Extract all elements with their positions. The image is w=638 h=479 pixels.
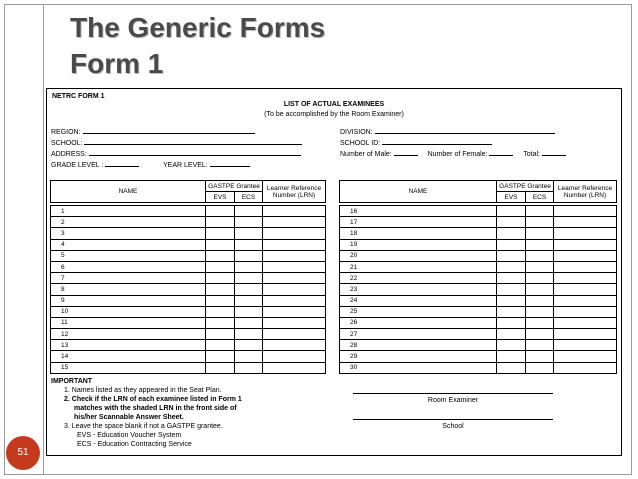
address-field (51, 149, 301, 159)
table-row (51, 329, 326, 340)
evs-cell[interactable] (206, 340, 235, 351)
lrn-cell[interactable] (263, 306, 326, 317)
table-row (51, 228, 326, 239)
name-cell[interactable] (51, 351, 206, 362)
table-row (51, 306, 326, 317)
table-row (51, 261, 326, 272)
table-row (51, 206, 326, 217)
ecs-cell[interactable] (526, 284, 554, 295)
ecs-cell[interactable] (235, 317, 263, 328)
table-row (340, 273, 617, 284)
name-cell[interactable] (340, 206, 497, 217)
important-item-3: 3. Leave the space blank if not a GASTPE grantee. (64, 423, 223, 430)
lrn-cell[interactable] (263, 206, 326, 217)
room-examiner-signature-line (353, 393, 553, 394)
evs-cell[interactable] (497, 284, 526, 295)
lrn-cell[interactable] (263, 351, 326, 362)
evs-cell[interactable] (206, 329, 235, 340)
school-id-blank (382, 138, 492, 145)
ecs-cell[interactable] (526, 362, 554, 373)
table-row (51, 239, 326, 250)
name-cell[interactable] (51, 239, 206, 250)
important-heading: IMPORTANT (51, 378, 93, 385)
lrn-header (554, 181, 617, 203)
name-cell[interactable] (340, 340, 497, 351)
ecs-cell[interactable] (235, 261, 263, 272)
row-number: 17 (350, 218, 358, 226)
evs-cell[interactable] (206, 206, 235, 217)
table-row (51, 317, 326, 328)
region-label: REGION: (51, 129, 81, 136)
school-signature-line (353, 419, 553, 420)
name-cell[interactable] (340, 317, 497, 328)
evs-cell[interactable] (497, 351, 526, 362)
row-number: 25 (350, 308, 358, 316)
table-row (340, 329, 617, 340)
lrn-cell[interactable] (554, 295, 617, 306)
evs-cell[interactable] (497, 217, 526, 228)
ecs-cell[interactable] (235, 362, 263, 373)
examinee-table-right (339, 180, 617, 374)
name-cell[interactable] (51, 273, 206, 284)
row-number: 6 (61, 263, 65, 271)
table-row (340, 351, 617, 362)
row-number: 3 (61, 229, 65, 237)
slide-left-rule (43, 4, 44, 475)
table-row (340, 217, 617, 228)
lrn-cell[interactable] (263, 284, 326, 295)
division-label: DIVISION: (340, 129, 373, 136)
school-blank (84, 138, 302, 145)
region-blank (83, 127, 255, 134)
name-cell[interactable] (51, 261, 206, 272)
name-cell[interactable] (340, 295, 497, 306)
school-id-field (340, 138, 492, 148)
row-number: 18 (350, 229, 358, 237)
ecs-definition: ECS - Education Contracting Service (77, 441, 192, 448)
table-row (340, 206, 617, 217)
table-row (340, 306, 617, 317)
division-field (340, 127, 555, 137)
row-number: 9 (61, 297, 65, 305)
grade-level-field (51, 160, 250, 170)
name-cell[interactable] (340, 239, 497, 250)
name-cell[interactable] (51, 340, 206, 351)
form-heading: LIST OF ACTUAL EXAMINEES (283, 101, 385, 108)
ecs-cell[interactable] (235, 295, 263, 306)
name-cell[interactable] (51, 295, 206, 306)
lrn-header-line1: Learner Reference (266, 184, 322, 192)
evs-cell[interactable] (206, 362, 235, 373)
lrn-cell[interactable] (554, 273, 617, 284)
table-row (340, 362, 617, 373)
ecs-cell[interactable] (526, 239, 554, 250)
lrn-cell[interactable] (263, 362, 326, 373)
region-field (51, 127, 255, 137)
address-label: ADDRESS: (51, 151, 87, 158)
ecs-header: ECS (235, 192, 263, 203)
name-cell[interactable] (340, 306, 497, 317)
row-number: 20 (350, 252, 358, 260)
name-cell[interactable] (51, 317, 206, 328)
lrn-cell[interactable] (554, 329, 617, 340)
ecs-cell[interactable] (235, 306, 263, 317)
evs-cell[interactable] (206, 239, 235, 250)
ecs-cell[interactable] (235, 329, 263, 340)
ecs-cell[interactable] (526, 295, 554, 306)
slide-title (70, 10, 325, 82)
name-cell[interactable] (340, 329, 497, 340)
ecs-cell[interactable] (235, 239, 263, 250)
row-number: 21 (350, 263, 358, 271)
name-cell[interactable] (51, 329, 206, 340)
row-number: 23 (350, 285, 358, 293)
evs-cell[interactable] (206, 217, 235, 228)
row-number: 1 (61, 207, 65, 215)
name-cell[interactable] (51, 284, 206, 295)
name-cell[interactable] (51, 306, 206, 317)
ecs-cell[interactable] (235, 284, 263, 295)
name-cell[interactable] (340, 362, 497, 373)
evs-cell[interactable] (497, 261, 526, 272)
lrn-cell[interactable] (554, 261, 617, 272)
row-number: 4 (61, 241, 65, 249)
evs-cell[interactable] (206, 273, 235, 284)
lrn-cell[interactable] (263, 250, 326, 261)
lrn-header (263, 181, 326, 203)
table-row (51, 295, 326, 306)
table-row (51, 250, 326, 261)
ecs-cell[interactable] (235, 217, 263, 228)
examinee-table-left (50, 180, 326, 374)
name-header: NAME (340, 181, 497, 203)
row-number: 15 (61, 364, 69, 372)
table-row (340, 261, 617, 272)
count-field (340, 149, 566, 159)
evs-header: EVS (206, 192, 235, 203)
evs-cell[interactable] (497, 295, 526, 306)
lrn-header-line2: Number (LRN) (272, 191, 316, 199)
row-number: 16 (350, 207, 358, 215)
name-cell[interactable] (340, 273, 497, 284)
lrn-cell[interactable] (554, 228, 617, 239)
row-number: 11 (61, 319, 68, 327)
ecs-cell[interactable] (526, 306, 554, 317)
ecs-header: ECS (526, 192, 554, 203)
school-label: SCHOOL: (51, 140, 83, 147)
evs-cell[interactable] (206, 351, 235, 362)
table-row (51, 217, 326, 228)
table-row (340, 239, 617, 250)
name-cell[interactable] (340, 217, 497, 228)
form-id: NETRC FORM 1 (52, 93, 105, 100)
name-cell[interactable] (340, 351, 497, 362)
evs-cell[interactable] (206, 317, 235, 328)
total-label: Total: (523, 151, 540, 158)
lrn-cell[interactable] (263, 329, 326, 340)
num-female-label: Number of Female: (427, 151, 488, 158)
evs-cell[interactable] (497, 340, 526, 351)
row-number: 19 (350, 241, 358, 249)
lrn-cell[interactable] (263, 228, 326, 239)
table-row (51, 351, 326, 362)
evs-cell[interactable] (497, 329, 526, 340)
total-blank (542, 149, 566, 156)
ecs-cell[interactable] (235, 273, 263, 284)
lrn-header-line1: Learner Reference (557, 184, 613, 192)
name-cell[interactable] (340, 250, 497, 261)
evs-cell[interactable] (206, 284, 235, 295)
name-header: NAME (51, 181, 206, 203)
table-row (51, 340, 326, 351)
netrc-form (46, 88, 622, 456)
important-item-2-line-1: 2. Check if the LRN of each examinee listed in Form 1 (64, 396, 242, 403)
name-cell[interactable] (340, 261, 497, 272)
lrn-cell[interactable] (554, 206, 617, 217)
evs-cell[interactable] (206, 228, 235, 239)
row-number: 28 (350, 341, 358, 349)
evs-cell[interactable] (497, 306, 526, 317)
page-number-badge: 51 (6, 436, 40, 470)
name-cell[interactable] (51, 217, 206, 228)
lrn-cell[interactable] (263, 317, 326, 328)
row-number: 13 (61, 341, 69, 349)
evs-cell[interactable] (206, 261, 235, 272)
school-id-label: SCHOOL ID: (340, 140, 381, 147)
lrn-header-line2: Number (LRN) (563, 191, 607, 199)
lrn-cell[interactable] (263, 261, 326, 272)
table-row (51, 362, 326, 373)
lrn-cell[interactable] (554, 250, 617, 261)
name-cell[interactable] (51, 206, 206, 217)
lrn-cell[interactable] (554, 362, 617, 373)
ecs-cell[interactable] (235, 228, 263, 239)
evs-cell[interactable] (497, 239, 526, 250)
num-male-label: Number of Male: (340, 151, 392, 158)
name-cell[interactable] (51, 362, 206, 373)
evs-cell[interactable] (497, 250, 526, 261)
table-row (51, 284, 326, 295)
row-number: 22 (350, 274, 358, 282)
evs-cell[interactable] (497, 206, 526, 217)
ecs-cell[interactable] (526, 340, 554, 351)
form-subheading: (To be accomplished by the Room Examiner) (264, 111, 404, 118)
grade-level-label: GRADE LEVEL : (51, 162, 104, 169)
table-row (340, 250, 617, 261)
table-row (340, 340, 617, 351)
lrn-cell[interactable] (554, 340, 617, 351)
row-number: 8 (61, 285, 65, 293)
address-blank (89, 149, 301, 156)
name-cell[interactable] (340, 228, 497, 239)
grade-level-blank (105, 160, 139, 167)
division-blank (375, 127, 555, 134)
evs-cell[interactable] (497, 317, 526, 328)
evs-cell[interactable] (497, 362, 526, 373)
table-row (340, 284, 617, 295)
row-number: 7 (61, 274, 65, 282)
row-number: 5 (61, 252, 65, 260)
important-item-1: 1. Names listed as they appeared in the Seat Plan. (64, 387, 222, 394)
evs-cell[interactable] (497, 228, 526, 239)
lrn-cell[interactable] (554, 239, 617, 250)
name-cell[interactable] (51, 250, 206, 261)
lrn-cell[interactable] (263, 273, 326, 284)
evs-cell[interactable] (206, 250, 235, 261)
ecs-cell[interactable] (526, 206, 554, 217)
lrn-cell[interactable] (554, 317, 617, 328)
row-number: 26 (350, 319, 358, 327)
ecs-cell[interactable] (235, 340, 263, 351)
table-row (340, 295, 617, 306)
ecs-cell[interactable] (526, 329, 554, 340)
school-field (51, 138, 302, 148)
lrn-cell[interactable] (263, 239, 326, 250)
lrn-cell[interactable] (554, 351, 617, 362)
table-row (51, 273, 326, 284)
important-item-2-line-2: matches with the shaded LRN in the front side of (74, 405, 237, 412)
row-number: 30 (350, 364, 358, 372)
ecs-cell[interactable] (526, 351, 554, 362)
evs-definition: EVS - Education Voucher System (77, 432, 182, 439)
lrn-cell[interactable] (554, 306, 617, 317)
ecs-cell[interactable] (526, 228, 554, 239)
row-number: 12 (61, 330, 69, 338)
ecs-cell[interactable] (526, 217, 554, 228)
gastpe-header: GASTPE Grantee (497, 181, 554, 192)
evs-cell[interactable] (206, 306, 235, 317)
lrn-cell[interactable] (554, 284, 617, 295)
important-item-2-line-3: his/her Scannable Answer Sheet. (74, 414, 184, 421)
num-male-blank (394, 149, 418, 156)
ecs-cell[interactable] (235, 351, 263, 362)
lrn-cell[interactable] (263, 340, 326, 351)
evs-cell[interactable] (497, 273, 526, 284)
row-number: 29 (350, 353, 358, 361)
ecs-cell[interactable] (526, 261, 554, 272)
row-number: 10 (61, 308, 69, 316)
school-label: School (442, 423, 464, 430)
evs-cell[interactable] (206, 295, 235, 306)
table-row (340, 228, 617, 239)
row-number: 14 (61, 353, 69, 361)
ecs-cell[interactable] (235, 250, 263, 261)
evs-header: EVS (497, 192, 526, 203)
slide-title-line1: The Generic Forms (70, 12, 326, 43)
name-cell[interactable] (51, 228, 206, 239)
slide-title-line2: Form 1 (70, 48, 164, 79)
ecs-cell[interactable] (526, 250, 554, 261)
table-row (340, 317, 617, 328)
year-level-label: YEAR LEVEL: (163, 162, 208, 169)
ecs-cell[interactable] (526, 273, 554, 284)
row-number: 27 (350, 330, 358, 338)
lrn-cell[interactable] (554, 217, 617, 228)
ecs-cell[interactable] (235, 206, 263, 217)
row-number: 24 (350, 297, 358, 305)
lrn-cell[interactable] (263, 295, 326, 306)
lrn-cell[interactable] (263, 217, 326, 228)
num-female-blank (489, 149, 513, 156)
gastpe-header: GASTPE Grantee (206, 181, 263, 192)
room-examiner-label: Room Examiner (427, 397, 479, 404)
year-level-blank (210, 160, 250, 167)
name-cell[interactable] (340, 284, 497, 295)
ecs-cell[interactable] (526, 317, 554, 328)
row-number: 2 (61, 218, 65, 226)
